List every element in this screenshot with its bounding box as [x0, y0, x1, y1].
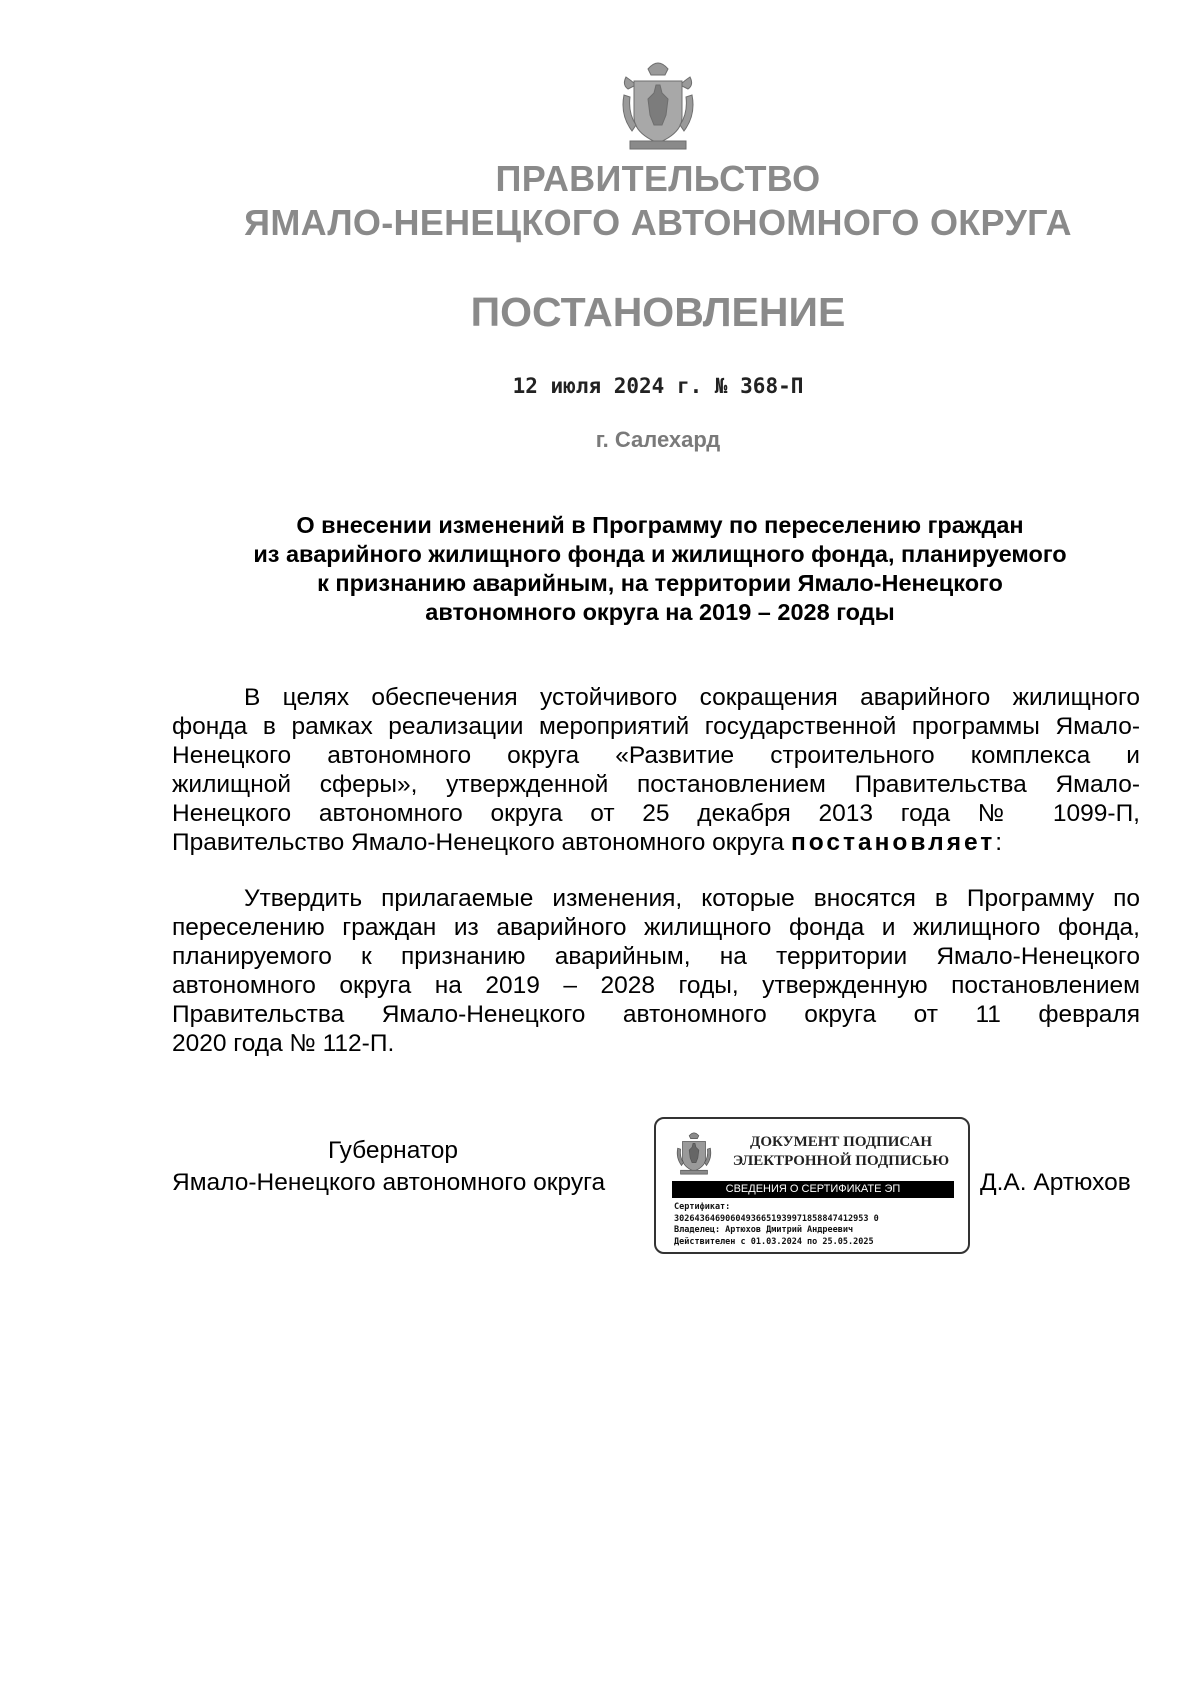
text-fragment: Правительство Ямало-Ненецкого автономного округа [172, 829, 791, 856]
paragraph-resolution [172, 884, 1140, 1058]
signatory-position: Губернатор [328, 1137, 458, 1164]
certificate-owner: Владелец: Артюхов Дмитрий Андреевич [674, 1225, 854, 1235]
certificate-label: Сертификат: [674, 1202, 731, 1212]
title-line: к признанию аварийным, на территории Ямало-Ненецкого [317, 570, 1003, 596]
title-line: из аварийного жилищного фонда и жилищного фонда, планируемого [253, 541, 1067, 567]
organization-name-line2: ЯМАЛО-НЕНЕЦКОГО АВТОНОМНОГО ОКРУГА [244, 202, 1072, 243]
paragraph-line: Правительства Ямало-Ненецкого автономного округа от 11 февраля [172, 1001, 1140, 1028]
electronic-signature-stamp [654, 1117, 970, 1254]
signatory-name: Д.А. Артюхов [980, 1169, 1131, 1196]
paragraph-line: фонда в рамках реализации мероприятий государственной программы Ямало- [172, 713, 1140, 740]
document-title [180, 511, 1140, 627]
paragraph-line: переселению граждан из аварийного жилищного фонда и жилищного фонда, [172, 914, 1140, 941]
paragraph-line: Ненецкого автономного округа «Развитие строительного комплекса и [172, 742, 1140, 769]
city: г. Салехард [595, 427, 721, 452]
paragraph-preamble [172, 683, 1140, 857]
certificate-info-bar: СВЕДЕНИЯ О СЕРТИФИКАТЕ ЭП [672, 1181, 954, 1198]
paragraph-line: 2020 года № 112-П. [172, 1030, 395, 1057]
paragraph-line: планируемого к признанию аварийным, на территории Ямало-Ненецкого [172, 943, 1140, 970]
paragraph-line: Ненецкого автономного округа от 25 декабря 2013 года № 1099-П, [172, 800, 1140, 827]
organization-name-line1: ПРАВИТЕЛЬСТВО [495, 158, 821, 199]
paragraph-line: Утвердить прилагаемые изменения, которые вносятся в Программу по [244, 885, 1140, 912]
stamp-title [726, 1133, 956, 1171]
paragraph-line: В целях обеспечения устойчивого сокращения аварийного жилищного [244, 684, 1140, 711]
coat-of-arms-icon [618, 55, 698, 155]
signatory-position-region: Ямало-Ненецкого автономного округа [172, 1169, 606, 1196]
stamp-title-line: ДОКУМЕНТ ПОДПИСАН [750, 1134, 932, 1150]
paragraph-line: жилищной сферы», утвержденной постановлением Правительства Ямало- [172, 771, 1140, 798]
title-line: автономного округа на 2019 – 2028 годы [425, 599, 895, 625]
certificate-number: 30264364690604936651939971858847412953 0 [674, 1213, 879, 1224]
title-line: О внесении изменений в Программу по переселению граждан [296, 512, 1024, 538]
paragraph-line [172, 828, 1140, 857]
text-fragment: : [995, 829, 1003, 856]
certificate-validity: Действителен с 01.03.2024 по 25.05.2025 [674, 1236, 874, 1247]
document-type: ПОСТАНОВЛЕНИЕ [470, 289, 846, 335]
resolves-word: постановляет [790, 829, 996, 856]
certificate-details [674, 1202, 879, 1248]
stamp-title-line: ЭЛЕКТРОННОЙ ПОДПИСЬЮ [732, 1153, 950, 1169]
document-number: 12 июля 2024 г. № 368-П [512, 374, 804, 398]
coat-of-arms-icon [674, 1129, 714, 1177]
paragraph-line: автономного округа на 2019 – 2028 годы, утвержденную постановлением [172, 972, 1140, 999]
